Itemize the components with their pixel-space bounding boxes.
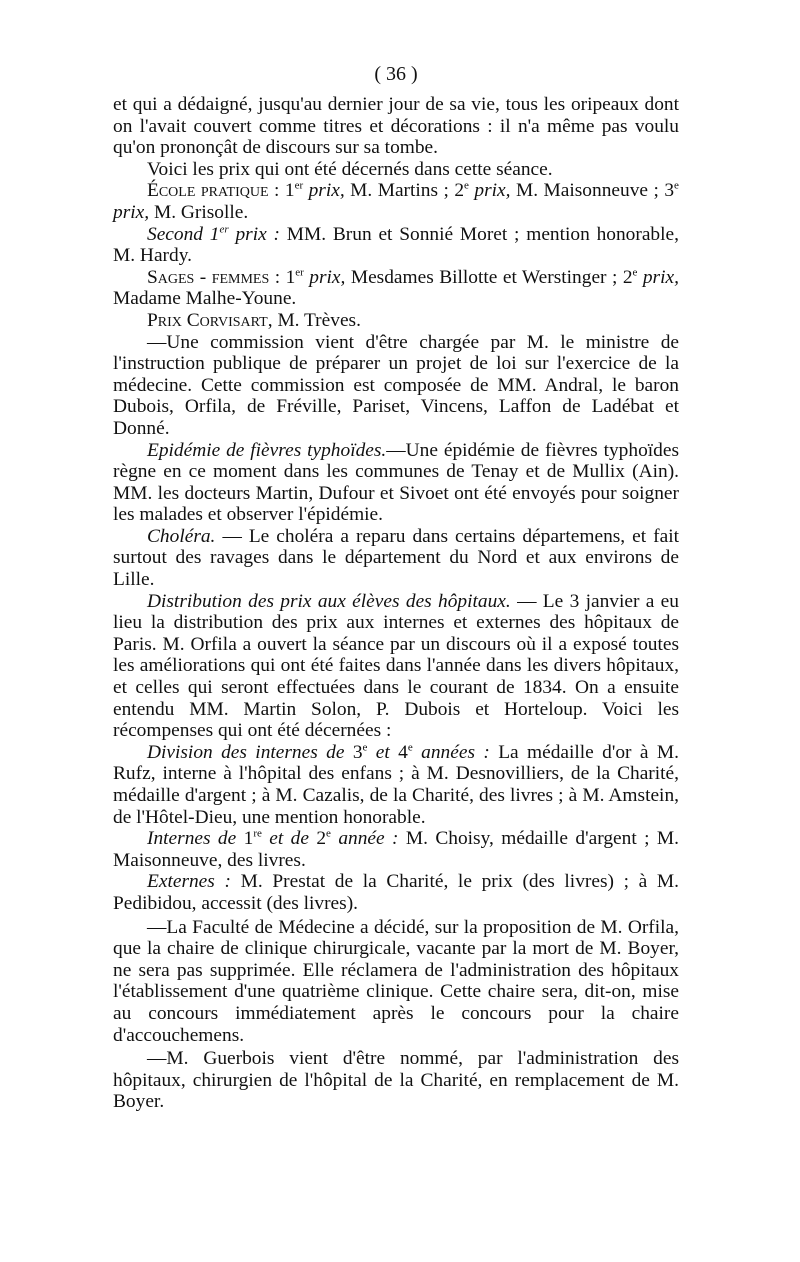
year-number: 3: [352, 741, 363, 763]
prize-suffix: er: [219, 223, 229, 236]
connector-word: et de: [269, 828, 309, 850]
paragraph-guerbois: —M. Guerbois vient d'être nommé, par l'administration des hôpitaux, chirurgien de l'hôpital de la Charité, en remplacement de M. Boyer.: [113, 1048, 679, 1113]
section-lead: École pratique :: [147, 180, 280, 202]
prize-winners: MM. Brun et Sonnié Moret ; mention honorable, M. Hardy.: [113, 223, 679, 267]
section-body: M. Prestat de la Charité, le prix (des livres) ; à M. Pedibidou, accessit (des livres).: [113, 871, 679, 914]
year-suffix: e: [326, 827, 331, 840]
paragraph-ecole-pratique: [113, 180, 679, 223]
section-body: — Le 3 janvier a eu lieu la distribution des prix aux internes et externes des hôpitaux de Paris. M. Orfila a ouvert la séance par un discours où il a exposé toutes les améliorations qui ont été faites dans l'année dans les divers hôpitaux, et celles qui seront effectuées dans le courant de 1834. On a ensuite entendu MM. Martin Solon, P. Dubois et Horteloup. Voici les récompenses qui ont été décernées :: [113, 590, 679, 742]
prize-number: 3: [664, 180, 675, 202]
prize-winners: Madame Malhe-Youne.: [113, 288, 297, 310]
paragraph-commission: —Une commission vient d'être chargée par M. le ministre de l'instruction publique de préparer un projet de loi sur l'exercice de la médecine. Cette commission est composée de MM. Andral, le baron Dubois, Orfila, de Fréville, Pariset, Vincens, Laffon de Ladébat et Donné.: [113, 331, 679, 439]
paragraph-continuation: et qui a dédaigné, jusqu'au dernier jour de sa vie, tous les oripeaux dont on l'avait couvert comme titres et décorations : il n'a même pas voulu qu'on prononçât de discours sur sa tombe.: [113, 94, 679, 159]
prize-winners: M. Grisolle.: [153, 201, 249, 223]
paragraph-distribution: [113, 591, 679, 742]
prize-word: prix,: [642, 266, 679, 288]
section-lead: Epidémie de fièvres typhoïdes.: [147, 439, 387, 461]
year-number: 1: [243, 828, 254, 850]
year-suffix: e: [362, 741, 368, 754]
prize-winners: M. Maisonneuve ;: [515, 180, 659, 202]
prize-word: prix,: [474, 180, 511, 202]
paragraph-faculte: —La Faculté de Médecine a décidé, sur la proposition de M. Orfila, que la chaire de clinique chirurgicale, vacante par la mort de M. Boyer, ne sera pas supprimée. Elle réclamera de l'administration des hôpitaux l'établissement d'une quatrième clinique. Cette chaire sera, dit-on, mise au concours immédiatement après le concours pour la chaire d'accouchemens.: [113, 916, 679, 1046]
section-lead: Internes de: [147, 828, 237, 850]
section-lead: année :: [338, 828, 399, 850]
section-body: La médaille d'or à M. Rufz, interne à l'hôpital des enfans ; à M. Desnovilliers, de la Charité, médaille d'argent ; à M. Cazalis, de la Charité, des livres ; à M. Amstein, de l'Hôtel-Dieu, une mention honorable.: [113, 741, 679, 828]
prize-number: 1: [209, 223, 220, 245]
prize-suffix: er: [295, 266, 304, 279]
prize-number: 2: [454, 180, 465, 202]
section-lead: Second: [147, 223, 203, 245]
prize-word: prix,: [113, 201, 150, 223]
prize-suffix: er: [294, 179, 304, 192]
prize-word: prix,: [308, 180, 345, 202]
connector-word: et: [375, 741, 390, 763]
section-lead: Externes :: [147, 871, 231, 893]
paragraph-second-prix: [113, 224, 679, 267]
year-suffix: e: [407, 741, 413, 754]
section-lead: Division des internes de: [147, 741, 345, 763]
prize-word: prix :: [235, 223, 280, 245]
prize-suffix: e: [632, 266, 638, 279]
page-number: ( 36 ): [374, 63, 418, 85]
prize-winners: Mesdames Billotte et Werstinger ;: [350, 266, 618, 288]
paragraph-prizes-intro: Voici les prix qui ont été décernés dans cette séance.: [147, 158, 553, 180]
prize-winners: M. Martins ;: [350, 180, 449, 202]
paragraph-cholera: [113, 526, 679, 591]
section-body: —Une épidémie de fièvres typhoïdes règne en ce moment dans les communes de Tenay et de Mullix (Ain). MM. les docteurs Martin, Dufour et Sivoet ont été envoyés pour soigner les malades et observer l'épidémie.: [113, 439, 679, 526]
section-body: M. Choisy, médaille d'argent ; M. Maisonneuve, des livres.: [113, 828, 679, 871]
paragraph-internes-1-2: [113, 828, 679, 871]
section-lead: Prix Corvisart,: [147, 309, 273, 331]
year-suffix: re: [253, 827, 262, 840]
section-body: — Le choléra a reparu dans certains départemens, et fait surtout des ravages dans le département du Nord et aux environs de Lille.: [113, 525, 679, 591]
paragraph-externes: [113, 871, 679, 914]
paragraph-prix-corvisart: [113, 310, 679, 332]
section-lead: Sages - femmes :: [147, 266, 281, 288]
prize-number: 2: [622, 266, 633, 288]
prize-winners: M. Trèves.: [277, 309, 361, 331]
book-page: [113, 62, 679, 1113]
section-lead: années :: [421, 741, 490, 763]
prize-number: 1: [285, 266, 296, 288]
prize-word: prix,: [309, 266, 346, 288]
prize-suffix: e: [674, 179, 679, 192]
paragraph-sages-femmes: [113, 267, 679, 310]
section-lead: Distribution des prix aux élèves des hôpitaux.: [147, 590, 511, 612]
section-lead: Choléra.: [147, 525, 216, 547]
year-number: 2: [316, 828, 327, 850]
prize-suffix: e: [464, 179, 469, 192]
year-number: 4: [398, 741, 408, 763]
prize-number: 1: [284, 180, 295, 202]
paragraph-division-internes: [113, 742, 679, 828]
paragraph-epidemie: [113, 440, 679, 526]
